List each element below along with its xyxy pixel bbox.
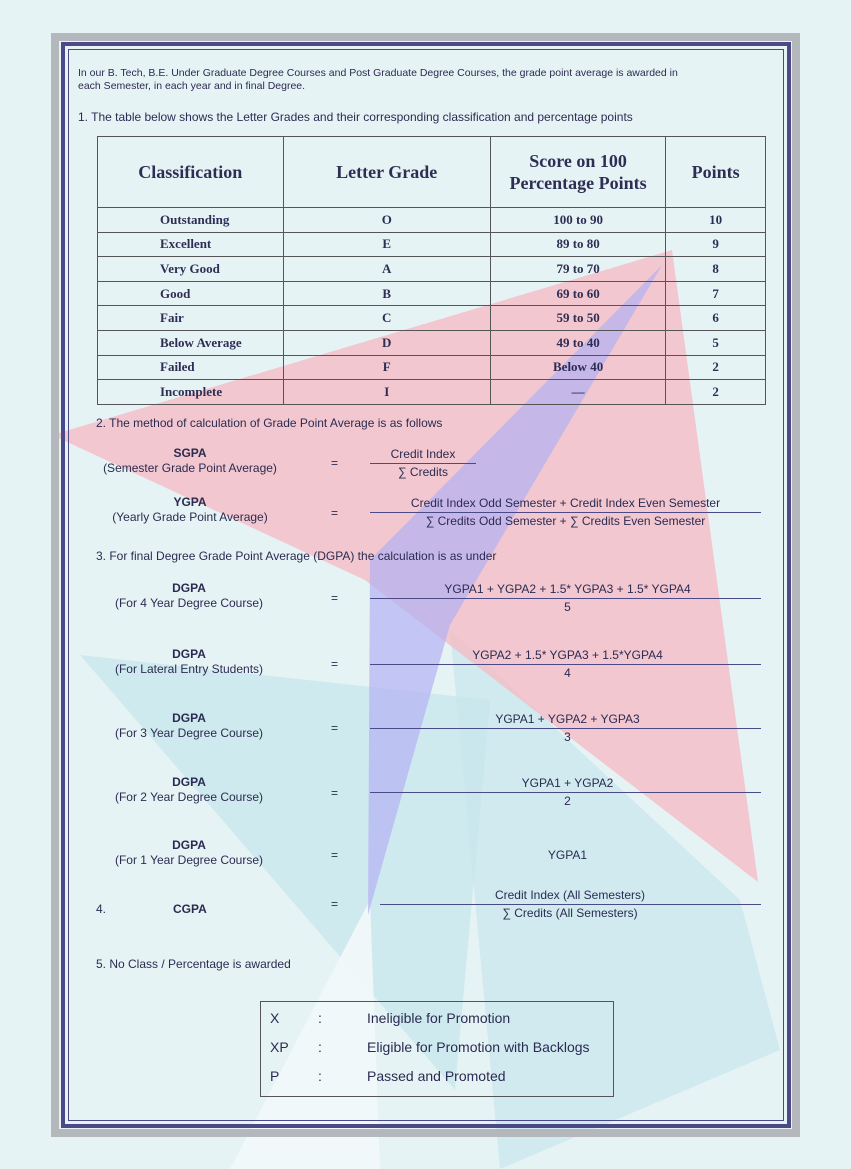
sgpa-label — [90, 446, 290, 476]
dgpa-lateral-equals: = — [331, 657, 339, 671]
cgpa-name: CGPA — [173, 902, 207, 916]
header-points: Points — [666, 137, 766, 208]
legend-text-x: Ineligible for Promotion — [367, 1010, 511, 1026]
cell-points: 10 — [666, 208, 766, 233]
cell-score: 49 to 40 — [490, 330, 665, 355]
dgpa4-label — [89, 581, 289, 611]
result-code-legend — [260, 1001, 614, 1097]
cell-letter-grade: O — [283, 208, 490, 233]
legend-code-xp: XP — [270, 1039, 289, 1055]
cell-score: 79 to 70 — [490, 257, 665, 282]
legend-sep: : — [318, 1068, 322, 1084]
dgpa1-label — [89, 838, 289, 868]
intro-paragraph: In our B. Tech, B.E. Under Graduate Degree Courses and Post Graduate Degree Courses, the grade point average is awarded in each Semester, in each year and in final Degree. — [78, 67, 678, 92]
dgpa3-denominator: 3 — [564, 730, 571, 744]
cell-classification: Very Good — [98, 257, 284, 282]
legend-sep: : — [318, 1010, 322, 1026]
dgpa2-numerator: YGPA1 + YGPA2 — [521, 776, 614, 790]
sgpa-numerator: Credit Index — [390, 447, 456, 461]
header-score: Score on 100 Percentage Points — [490, 137, 665, 208]
cell-points: 8 — [666, 257, 766, 282]
dgpa1-desc: (For 1 Year Degree Course) — [114, 853, 264, 867]
dgpa2-equals: = — [331, 786, 339, 800]
section-5-heading: 5. No Class / Percentage is awarded — [96, 957, 291, 971]
dgpa-lateral-name: DGPA — [172, 647, 206, 661]
dgpa4-denominator: 5 — [564, 600, 571, 614]
header-letter-grade: Letter Grade — [283, 137, 490, 208]
dgpa3-name: DGPA — [172, 711, 206, 725]
dgpa2-desc: (For 2 Year Degree Course) — [114, 790, 264, 804]
dgpa3-label — [89, 711, 289, 741]
dgpa-lateral-label — [89, 647, 289, 677]
section-1-heading: 1. The table below shows the Letter Grades and their corresponding classification and percentage points — [78, 110, 633, 124]
dgpa4-numerator: YGPA1 + YGPA2 + 1.5* YGPA3 + 1.5* YGPA4 — [444, 582, 691, 596]
sgpa-denominator: ∑ Credits — [398, 465, 448, 479]
cell-letter-grade: F — [283, 355, 490, 380]
dgpa2-name: DGPA — [172, 775, 206, 789]
sgpa-equals: = — [331, 456, 339, 470]
cell-points: 5 — [666, 330, 766, 355]
dgpa2-label — [89, 775, 289, 805]
cell-letter-grade: B — [283, 281, 490, 306]
cell-letter-grade: C — [283, 306, 490, 331]
cell-points: 2 — [666, 355, 766, 380]
cell-score: Below 40 — [490, 355, 665, 380]
cell-classification: Below Average — [98, 330, 284, 355]
dgpa-lateral-numerator: YGPA2 + 1.5* YGPA3 + 1.5*YGPA4 — [472, 648, 663, 662]
dgpa4-equals: = — [331, 591, 339, 605]
ygpa-desc: (Yearly Grade Point Average) — [112, 510, 268, 524]
table-row — [98, 380, 766, 405]
ygpa-label — [90, 495, 290, 525]
dgpa4-desc: (For 4 Year Degree Course) — [114, 596, 264, 610]
legend-code-p: P — [270, 1068, 280, 1084]
ygpa-numerator: Credit Index Odd Semester + Credit Index Even Semester — [410, 496, 721, 510]
cell-points: 6 — [666, 306, 766, 331]
ygpa-equals: = — [331, 506, 339, 520]
grade-table-header-row — [98, 137, 766, 208]
cgpa-denominator: ∑ Credits (All Semesters) — [502, 906, 638, 920]
cell-classification: Excellent — [98, 232, 284, 257]
dgpa3-numerator: YGPA1 + YGPA2 + YGPA3 — [495, 712, 640, 726]
dgpa-lateral-denominator: 4 — [564, 666, 571, 680]
ygpa-denominator: ∑ Credits Odd Semester + ∑ Credits Even Semester — [425, 514, 706, 528]
dgpa1-value: YGPA1 — [547, 848, 588, 862]
cell-points: 2 — [666, 380, 766, 405]
cgpa-equals: = — [331, 897, 339, 911]
section-3-heading: 3. For final Degree Grade Point Average (DGPA) the calculation is as under — [96, 549, 497, 563]
cell-points: 9 — [666, 232, 766, 257]
cell-classification: Failed — [98, 355, 284, 380]
table-row — [98, 257, 766, 282]
legend-code-x: X — [270, 1010, 280, 1026]
dgpa3-equals: = — [331, 721, 339, 735]
table-row — [98, 306, 766, 331]
dgpa1-equals: = — [331, 848, 339, 862]
cell-letter-grade: I — [283, 380, 490, 405]
cell-letter-grade: A — [283, 257, 490, 282]
table-row — [98, 208, 766, 233]
cell-score: — — [490, 380, 665, 405]
sgpa-desc: (Semester Grade Point Average) — [103, 461, 277, 475]
cell-letter-grade: E — [283, 232, 490, 257]
table-row — [98, 330, 766, 355]
legend-text-p: Passed and Promoted — [367, 1068, 506, 1084]
legend-text-xp: Eligible for Promotion with Backlogs — [367, 1039, 590, 1055]
cell-points: 7 — [666, 281, 766, 306]
cell-score: 59 to 50 — [490, 306, 665, 331]
cell-classification: Fair — [98, 306, 284, 331]
cell-classification: Incomplete — [98, 380, 284, 405]
cell-classification: Outstanding — [98, 208, 284, 233]
dgpa4-name: DGPA — [172, 581, 206, 595]
dgpa3-desc: (For 3 Year Degree Course) — [114, 726, 264, 740]
grade-table — [97, 136, 766, 405]
ygpa-name: YGPA — [173, 495, 207, 509]
table-row — [98, 281, 766, 306]
header-classification: Classification — [98, 137, 284, 208]
cell-score: 100 to 90 — [490, 208, 665, 233]
cgpa-index: 4. — [96, 902, 107, 916]
sgpa-name: SGPA — [173, 446, 207, 460]
cell-score: 89 to 80 — [490, 232, 665, 257]
cell-letter-grade: D — [283, 330, 490, 355]
dgpa-lateral-desc: (For Lateral Entry Students) — [114, 662, 264, 676]
legend-sep: : — [318, 1039, 322, 1055]
dgpa1-name: DGPA — [172, 838, 206, 852]
cgpa-numerator: Credit Index (All Semesters) — [494, 888, 646, 902]
table-row — [98, 355, 766, 380]
cell-classification: Good — [98, 281, 284, 306]
section-2-heading: 2. The method of calculation of Grade Point Average is as follows — [96, 416, 443, 430]
cell-score: 69 to 60 — [490, 281, 665, 306]
dgpa2-denominator: 2 — [564, 794, 571, 808]
table-row — [98, 232, 766, 257]
